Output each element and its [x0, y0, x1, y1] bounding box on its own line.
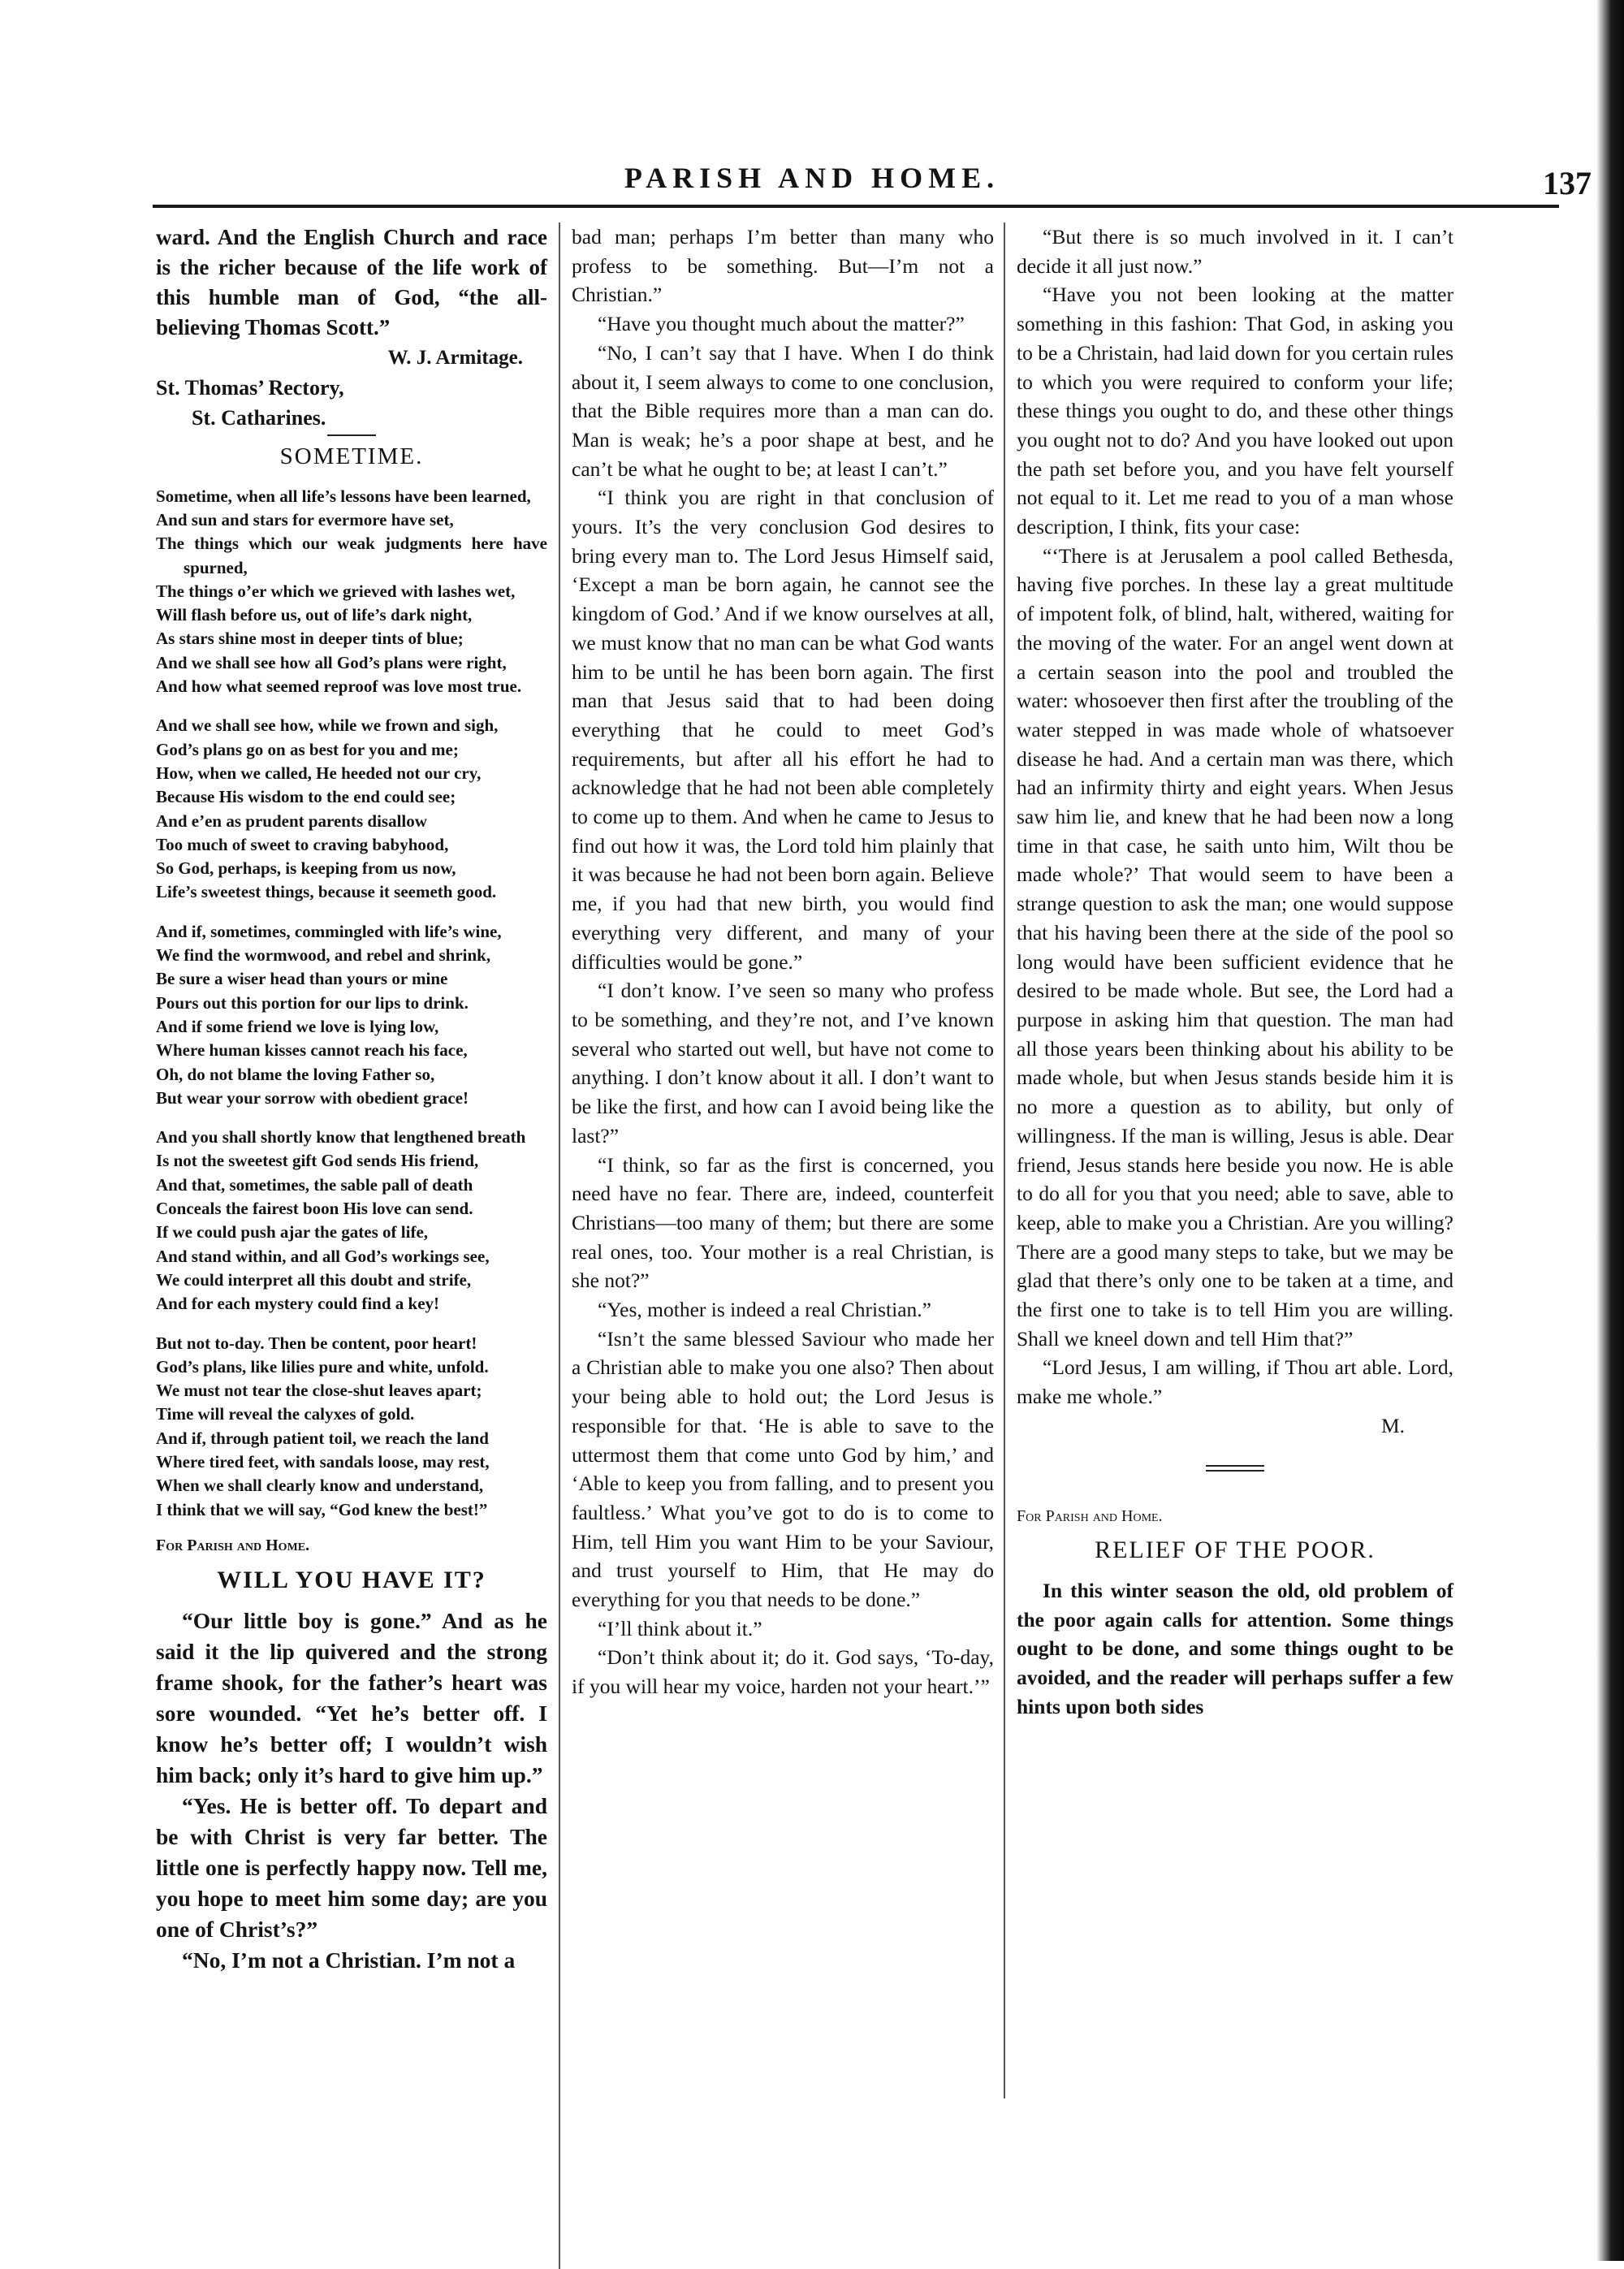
poem-line: And if, through patient toil, we reach the land [156, 1428, 489, 1448]
poem-line: And e’en as prudent parents disallow [156, 810, 427, 831]
poem-line: Where human kisses cannot reach his face, [156, 1040, 468, 1061]
poem-title: SOMETIME. [279, 443, 424, 469]
poem-line: Because His wisdom to the end could see; [156, 787, 456, 807]
spacer [1017, 1441, 1453, 1460]
poem-stanza [156, 714, 547, 904]
poem-line: The things which our weak judgments here have spurned, [156, 534, 547, 577]
scan-edge [1596, 0, 1624, 2261]
poem-line: God’s plans, like lilies pure and white, unfold. [156, 1356, 489, 1377]
poem-line: And we shall see how all God’s plans were right, [156, 652, 507, 672]
poem-line: Where tired feet, with sandals loose, may rest, [156, 1451, 490, 1472]
poem-line: And if some friend we love is lying low, [156, 1016, 439, 1036]
poem-line: And how what seemed reproof was love most true. [156, 676, 522, 697]
poem-line: And stand within, and all God’s workings see, [156, 1246, 490, 1266]
paragraph: “Our little boy is gone.” And as he said it the lip quivered and the strong frame shook, for the father’s heart was sore wounded. “Yet he’s better off. I know he’s better off; I wouldn’t wish him back; only it’s hard to give him up.” [156, 1608, 547, 1788]
spacer [1017, 1480, 1453, 1494]
poem-line: And for each mystery could find a key! [156, 1294, 440, 1314]
address-line: St. Catharines. [192, 406, 326, 430]
poem-line: The things o’er which we grieved with lashes wet, [156, 581, 516, 601]
poem-line: We must not tear the close-shut leaves apart; [156, 1381, 482, 1401]
page-number: 137 [1543, 165, 1592, 201]
paragraph: “Isn’t the same blessed Saviour who made her a Christian able to make you one also? Then about your being able to hold out; the Lord Jesus is responsible for that. ‘He is able to save to the uttermost them that come unto God by him,’ and ‘Able to keep you from falling, and to present you faultless.’ What you’ve got to do is to come to Him, tell Him you want Him to be your Saviour, and trust yourself to Him, that He may do everything for you that needs to be done.” [572, 1326, 994, 1612]
intro-paragraph: ward. And the English Church and race is the richer because of the life work of this humble man of God, “the all-believing Thomas Scott.” [156, 225, 547, 339]
poem-line: Too much of sweet to craving babyhood, [156, 834, 449, 854]
article-body [156, 1606, 547, 1976]
article-credit: For Parish and Home. [156, 1536, 310, 1554]
paragraph: “I don’t know. I’ve seen so many who profess to be something, and they’re not, and I’ve known several who started out well, but have not come to anything. I don’t know about it all. I don’t want to be like the first, and how can I avoid being like the last?” [572, 979, 994, 1147]
paragraph: “Lord Jesus, I am willing, if Thou art able. Lord, make me whole.” [1017, 1355, 1453, 1409]
column-divider [1004, 223, 1005, 2098]
poem-line: If we could push ajar the gates of life, [156, 1222, 429, 1243]
signature: W. J. Armitage. [387, 347, 523, 369]
header-rule [153, 205, 1559, 208]
poem-stanza [156, 1332, 547, 1522]
section-rule [1206, 1465, 1264, 1472]
paragraph: In this winter season the old, old problem of the poor again calls for attention. Some things ought to be done, and some things ought to be avoided, and the reader will perhaps suffer a few hints upon both sides [1017, 1578, 1453, 1718]
paragraph: “I think you are right in that conclusion of yours. It’s the very conclusion God desires to bring every man to. The Lord Jesus Himself said, ‘Except a man be born again, he cannot see the kingdom of God.’ And if we know ourselves at all, we must know that no man can be what God wants him to be until he has been born again. The first man that Jesus said that to had been doing everything that he could to meet God’s requirements, but after all his effort he had to acknowledge that he had not been able completely to come up to them. And when he came to Jesus to find out how it was, the Lord told him plainly that it was because he had not been born again. Believe me, if you had that new birth, you would find everything very different, and many of your difficulties would be gone.” [572, 486, 994, 974]
paragraph: “Don’t think about it; do it. God says, ‘To-day, if you will hear my voice, harden not your heart.’” [572, 1645, 994, 1699]
paragraph: “No, I’m not a Christian. I’m not a [182, 1947, 516, 1973]
poem-line: But not to-day. Then be content, poor heart! [156, 1333, 477, 1353]
poem-line: Life’s sweetest things, because it seemeth good. [156, 882, 497, 902]
poem-line: I think that we will say, “God knew the best!” [156, 1499, 488, 1519]
paragraph: “I’ll think about it.” [598, 1616, 762, 1640]
paragraph: “Have you not been looking at the matter something in this fashion: That God, in asking you to be a Christain, had laid down for you certain rules to which you were required to conform your life; these things you ought to do, and these other things you ought not to do? And you have looked out upon the path set before you, and you have felt yourself not equal to it. Let me read to you of a man whose description, I think, fits your case: [1017, 283, 1453, 539]
signature: M. [1380, 1413, 1405, 1437]
poem-line: When we shall clearly know and understand, [156, 1476, 484, 1496]
paragraph: bad man; perhaps I’m better than many who profess to be something. But—I’m not a Christian.” [572, 225, 994, 307]
poem-line: Pours out this portion for our lips to drink. [156, 992, 469, 1013]
poem-line: And you shall shortly know that lengthened breath [156, 1127, 526, 1147]
paragraph: “But there is so much involved in it. I can’t decide it all just now.” [1017, 225, 1453, 278]
poem [156, 485, 547, 1522]
paragraph: “I think, so far as the first is concerned, you need have no fear. There are, indeed, counterfeit Christians—too many of them; but there are some real ones, too. Your mother is a real Christian, is she not?” [572, 1152, 994, 1293]
poem-line: Will flash before us, out of life’s dark night, [156, 605, 473, 625]
paragraph: “Have you thought much about the matter?” [598, 312, 965, 336]
poem-line: And that, sometimes, the sable pall of death [156, 1174, 473, 1195]
section-rule [327, 434, 376, 436]
poem-stanza [156, 485, 547, 699]
poem-line: So God, perhaps, is keeping from us now, [156, 858, 456, 879]
poem-line: Sometime, when all life’s lessons have been learned, [156, 486, 531, 506]
poem-line: And we shall see how, while we frown and sigh, [156, 715, 499, 736]
poem-line: Be sure a wiser head than yours or mine [156, 969, 448, 989]
poem-stanza [156, 1126, 547, 1316]
column-divider [559, 223, 560, 2269]
poem-line: How, when we called, He heeded not our cry, [156, 763, 482, 783]
paragraph: “Yes. He is better off. To depart and be with Christ is very far better. The little one is perfectly happy now. Tell me, you hope to meet him some day; are you one of Christ’s?” [156, 1793, 547, 1943]
poem-line: We could interpret all this doubt and strife, [156, 1269, 472, 1290]
poem-line: Time will reveal the calyxes of gold. [156, 1404, 415, 1424]
poem-line: We find the wormwood, and rebel and shrink, [156, 945, 491, 966]
poem-line: And sun and stars for evermore have set, [156, 510, 454, 529]
poem-line: But wear your sorrow with obedient grace! [156, 1087, 469, 1108]
poem-line: Oh, do not blame the loving Father so, [156, 1064, 435, 1084]
poem-line: Conceals the fairest boon His love can send. [156, 1199, 473, 1219]
paragraph: “No, I can’t say that I have. When I do think about it, I seem always to come to one conclusion, that the Bible requires more than a man can do. Man is weak; he’s a poor shape at best, and he can’t be what he ought to be; at least I can’t.” [572, 340, 994, 481]
column-right [1017, 223, 1453, 1721]
paragraph: “Yes, mother is indeed a real Christian.” [598, 1298, 931, 1322]
address-line: St. Thomas’ Rectory, [156, 376, 344, 400]
paragraph: “‘There is at Jerusalem a pool called Bethesda, having five porches. In these lay a great multitude of impotent folk, of blind, halt, withered, waiting for the moving of the water. For an angel went down at a certain season into the pool and troubled the water: whosoever then first after the troubling of the water stepped in was made whole of whatsoever disease he had. And a certain man was there, which had an infirmity thirty and eight years. When Jesus saw him lie, and knew that he had been now a long time in that case, he saith unto him, Wilt thou be made whole?’ That would seem to have been a strange question to ask the man; one would suppose that his having been there at the side of the pool so long would have been sufficient evidence that he desired to be made whole. But see, the Lord had a purpose in asking him that question. The man had all those years been thinking about his ability to be made whole, but when Jesus stands beside him it is no more a question as to ability, but only of willingness. If the man is willing, Jesus is able. Dear friend, Jesus stands here beside you now. He is able to do all for you that you need; able to save, able to keep, able to make you a Christian. Are you willing? There are a good many steps to take, but we may be glad that there’s only one to be taken at a time, and the first one to take is to tell Him you are willing. Shall we kneel down and tell Him that?” [1017, 543, 1453, 1351]
running-header: PARISH AND HOME. [624, 162, 1000, 194]
poem-stanza [156, 920, 547, 1110]
poem-line: And if, sometimes, commingled with life’s wine, [156, 921, 502, 941]
column-middle [572, 223, 994, 1701]
article-title: RELIEF OF THE POOR. [1095, 1536, 1376, 1564]
article-title: WILL YOU HAVE IT? [217, 1566, 486, 1593]
article-credit: For Parish and Home. [1017, 1506, 1163, 1525]
poem-line: As stars shine most in deeper tints of blue; [156, 629, 464, 649]
poem-line: God’s plans go on as best for you and me; [156, 739, 459, 759]
poem-line: Is not the sweetest gift God sends His friend, [156, 1151, 479, 1171]
column-left [156, 223, 547, 1976]
